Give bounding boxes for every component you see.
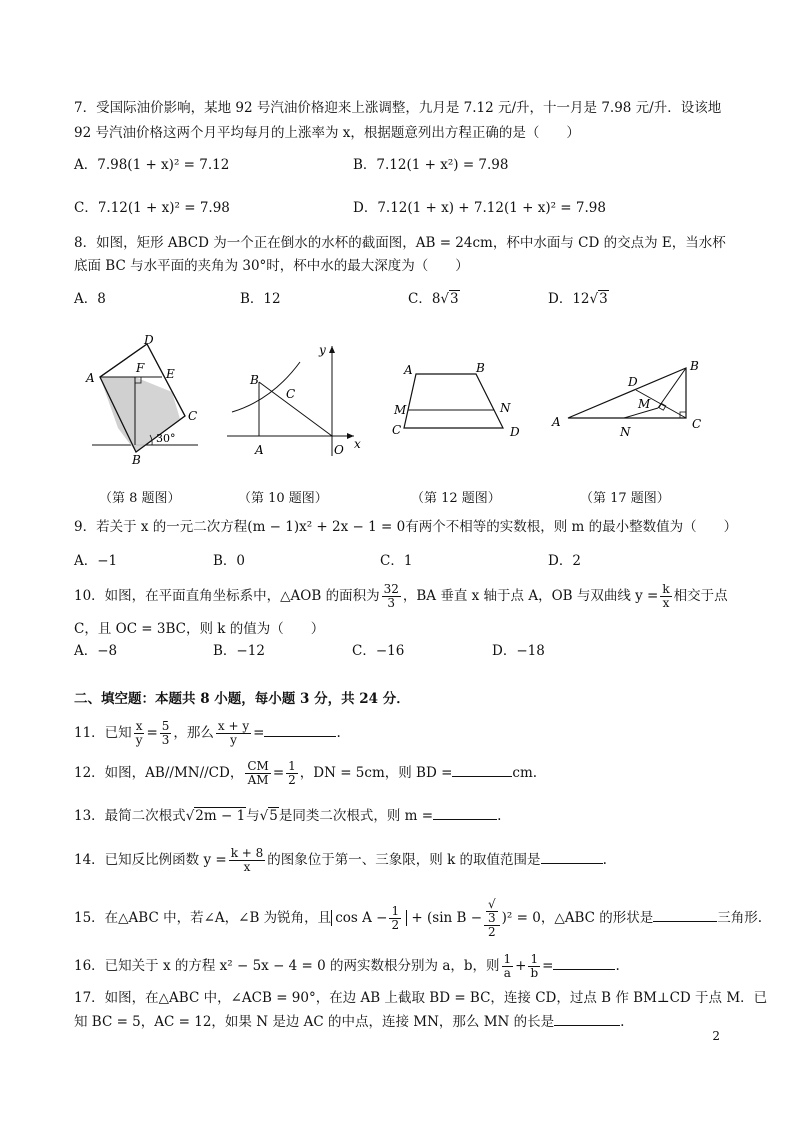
q8-line1: 8．如图，矩形 ABCD 为一个正在倒水的水杯的截面图，AB = 24cm，杯中水面与 CD 的交点为 E，当水杯 (74, 235, 726, 251)
fig17-label-a: A (552, 415, 561, 429)
section-2-heading: 二、填空题：本题共 8 小题，每小题 3 分，共 24 分． (74, 691, 410, 707)
q9-line: 9．若关于 x 的一元二次方程(m − 1)x² + 2x − 1 = 0有两个不相等的实数根，则 m 的最小整数值为（ ） (74, 519, 738, 535)
fig12-caption: （第 12 题图） (411, 491, 501, 506)
fig8-label-d: D (144, 333, 154, 347)
fig10-label-b: B (250, 373, 259, 387)
q9-option-a: A．−1 (74, 553, 118, 569)
page-number: 2 (712, 1029, 720, 1043)
fig8-label-e: E (166, 367, 175, 381)
q17-line2: 知 BC = 5，AC = 12，如果 N 是边 AC 的中点，连接 MN，那么 MN 的长是 . (74, 1014, 625, 1030)
fig12-label-n: N (500, 401, 511, 415)
q16-line: 16．已知关于 x 的方程 x² − 5x − 4 = 0 的两实数根分别为 a，b，则 $\frac{1}{a}$ + $\frac{1}{b}$ = . (74, 952, 620, 980)
fig8-label-b: B (132, 453, 141, 467)
q9-option-b: B．0 (213, 553, 246, 569)
fig10-caption: （第 10 题图） (238, 491, 328, 506)
fig8-caption: （第 8 题图） (99, 491, 181, 506)
q14-line: 14．已知反比例函数 y = $\frac{k + 8}{x}$ 的图象位于第一、三象限，则 k 的取值范围是 . (74, 846, 607, 874)
fig8-label-a: A (86, 371, 95, 385)
figure-17 (548, 356, 718, 444)
fig17-label-n: N (620, 425, 631, 439)
fig17-label-b: B (690, 359, 699, 373)
fig12-label-m: M (394, 403, 407, 417)
q8-option-b: B．12 (240, 291, 281, 307)
q7-line1: 7．受国际油价影响，某地 92 号汽油价格迎来上涨调整，九月是 7.12 元/升，十一月是 7.98 元/升．设该地 (74, 100, 722, 116)
figure-8 (80, 332, 205, 467)
q9-option-d: D．2 (548, 553, 581, 569)
fig10-label-o: O (334, 443, 344, 457)
q8-option-a: A．8 (74, 291, 106, 307)
q10-option-d: D．−18 (492, 643, 545, 659)
fig8-label-f: F (136, 361, 145, 375)
fig8-label-c: C (188, 409, 198, 423)
q10-option-a: A．−8 (74, 643, 118, 659)
figure-12 (388, 356, 528, 446)
fig10-label-x: x (354, 437, 361, 451)
q10-option-b: B．−12 (213, 643, 265, 659)
q10-line2: C，且 OC = 3BC，则 k 的值为（ ） (74, 621, 325, 637)
fig17-caption: （第 17 题图） (580, 491, 670, 506)
fig12-label-d: D (510, 425, 520, 439)
fig12-label-a: A (404, 363, 413, 377)
q7-option-a: A．7.98(1 + x)² = 7.12 (74, 157, 230, 173)
q13-line: 13．最简二次根式√2m − 1与√5是同类二次根式，则 m = . (74, 808, 502, 824)
figure-10 (222, 338, 362, 463)
fig12-label-c: C (392, 423, 402, 437)
q7-line2: 92 号汽油价格这两个月平均每月的上涨率为 x，根据题意列出方程正确的是（ ） (74, 125, 580, 141)
fig10-label-y: y (319, 343, 326, 357)
fig8-label-angle: 30° (156, 432, 176, 445)
fig17-label-d: D (628, 375, 638, 389)
fig10-label-c: C (286, 387, 296, 401)
q8-line2: 底面 BC 与水平面的夹角为 30°时，杯中水的最大深度为（ ） (74, 258, 469, 274)
fig12-label-b: B (476, 361, 485, 375)
q8-option-c: C．8√3 (408, 291, 459, 307)
q15-line: 15．在△ABC 中，若∠A，∠B 为锐角，且 cos A − $\frac{1}{2}$ + (sin B − √ 3 2 )² = 0，△ABC 的形状是 三角形. (74, 897, 763, 939)
q12-line: 12．如图，AB//MN//CD， $\frac{CM}{AM}$ = $\frac{1}{2}$ ，DN = 5cm，则 BD = cm. (74, 759, 538, 787)
q17-line1: 17．如图，在△ABC 中，∠ACB = 90°，在边 AB 上截取 BD = BC，连接 CD，过点 B 作 BM⊥CD 于点 M．已 (74, 990, 768, 1006)
fig17-label-m: M (638, 397, 651, 411)
q10-line1: 10．如图，在平面直角坐标系中，△AOB 的面积为 $\frac{32}{3}$ ，BA 垂直 x 轴于点 A，OB 与双曲线 y = $\frac{k}{x}$ 相交于点 (74, 582, 728, 610)
q9-option-c: C．1 (380, 553, 413, 569)
fig10-label-a: A (255, 443, 264, 457)
q7-option-b: B．7.12(1 + x²) = 7.98 (353, 157, 509, 173)
fig17-label-c: C (692, 417, 702, 431)
q11-line: 11．已知 $\frac{x}{y}$ = $\frac{5}{3}$ ，那么 $\frac{x + y}{y}$ = . (74, 719, 341, 747)
q8-option-d: D．12√3 (548, 291, 608, 307)
q7-option-d: D．7.12(1 + x) + 7.12(1 + x)² = 7.98 (353, 200, 606, 216)
q10-option-c: C．−16 (352, 643, 405, 659)
q7-option-c: C．7.12(1 + x)² = 7.98 (74, 200, 230, 216)
